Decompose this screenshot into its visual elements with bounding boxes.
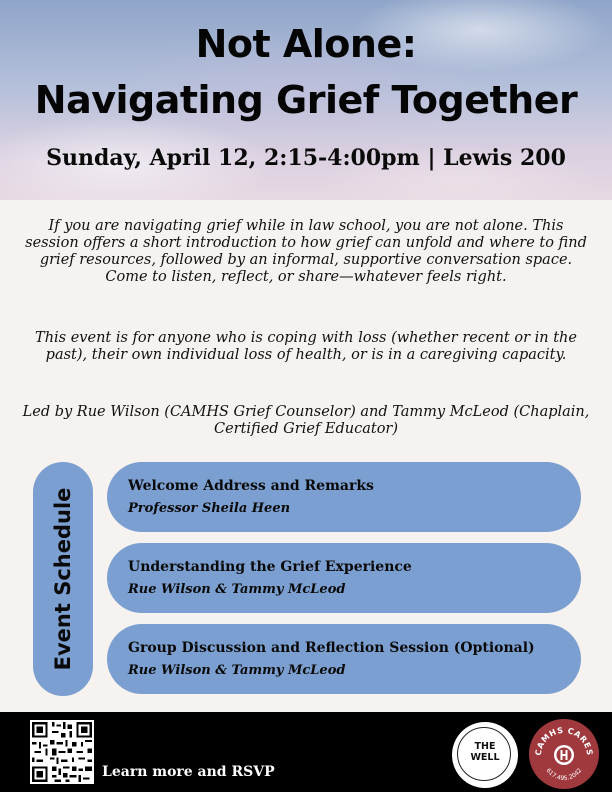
title-line-2: Navigating Grief Together: [34, 78, 578, 122]
schedule-item-speaker: Professor Sheila Heen: [128, 501, 291, 516]
title-line-1: Not Alone:: [195, 22, 417, 66]
camhs-cares-logo: [529, 719, 599, 789]
intro-paragraph: If you are navigating grief while in law school, you are not alone. This session offers a short introduction to how grief can unfold and where to find grief resources, followed by an informal, supportive conversation space. Come to listen, reflect, or share—whatever feels right.: [25, 218, 587, 285]
schedule-item-speaker: Rue Wilson & Tammy McLeod: [128, 663, 346, 678]
footer-bar: [0, 712, 612, 792]
event-schedule-heading: Event Schedule: [51, 487, 75, 671]
svg-text:617.495.2042: 617.495.2042: [544, 767, 584, 783]
schedule-item-title: Group Discussion and Reflection Session (Optional): [128, 640, 535, 656]
header-banner: [0, 0, 612, 200]
event-schedule-label: [33, 462, 93, 696]
schedule-item: [107, 462, 581, 532]
schedule-item: [107, 624, 581, 694]
the-well-logo: [452, 722, 518, 788]
the-well-logo-text: THE WELL: [470, 741, 500, 763]
audience-paragraph: This event is for anyone who is coping with loss (whether recent or in the past), their own individual loss of health, or is in a caregiving capacity.: [35, 330, 577, 363]
schedule-item-speaker: Rue Wilson & Tammy McLeod: [128, 582, 346, 597]
schedule-item-title: Welcome Address and Remarks: [128, 478, 374, 494]
schedule-item: [107, 543, 581, 613]
facilitators-paragraph: Led by Rue Wilson (CAMHS Grief Counselor) and Tammy McLeod (Chaplain, Certified Grief Educator): [22, 404, 590, 437]
event-date-location: Sunday, April 12, 2:15-4:00pm | Lewis 200: [46, 145, 566, 171]
svg-text:CAMHS CARES: CAMHS CARES: [533, 725, 595, 757]
schedule-item-title: Understanding the Grief Experience: [128, 559, 412, 575]
camhs-cares-seal-icon: [529, 719, 599, 789]
qr-code-icon[interactable]: [30, 720, 94, 784]
rsvp-link[interactable]: Learn more and RSVP: [102, 764, 275, 780]
